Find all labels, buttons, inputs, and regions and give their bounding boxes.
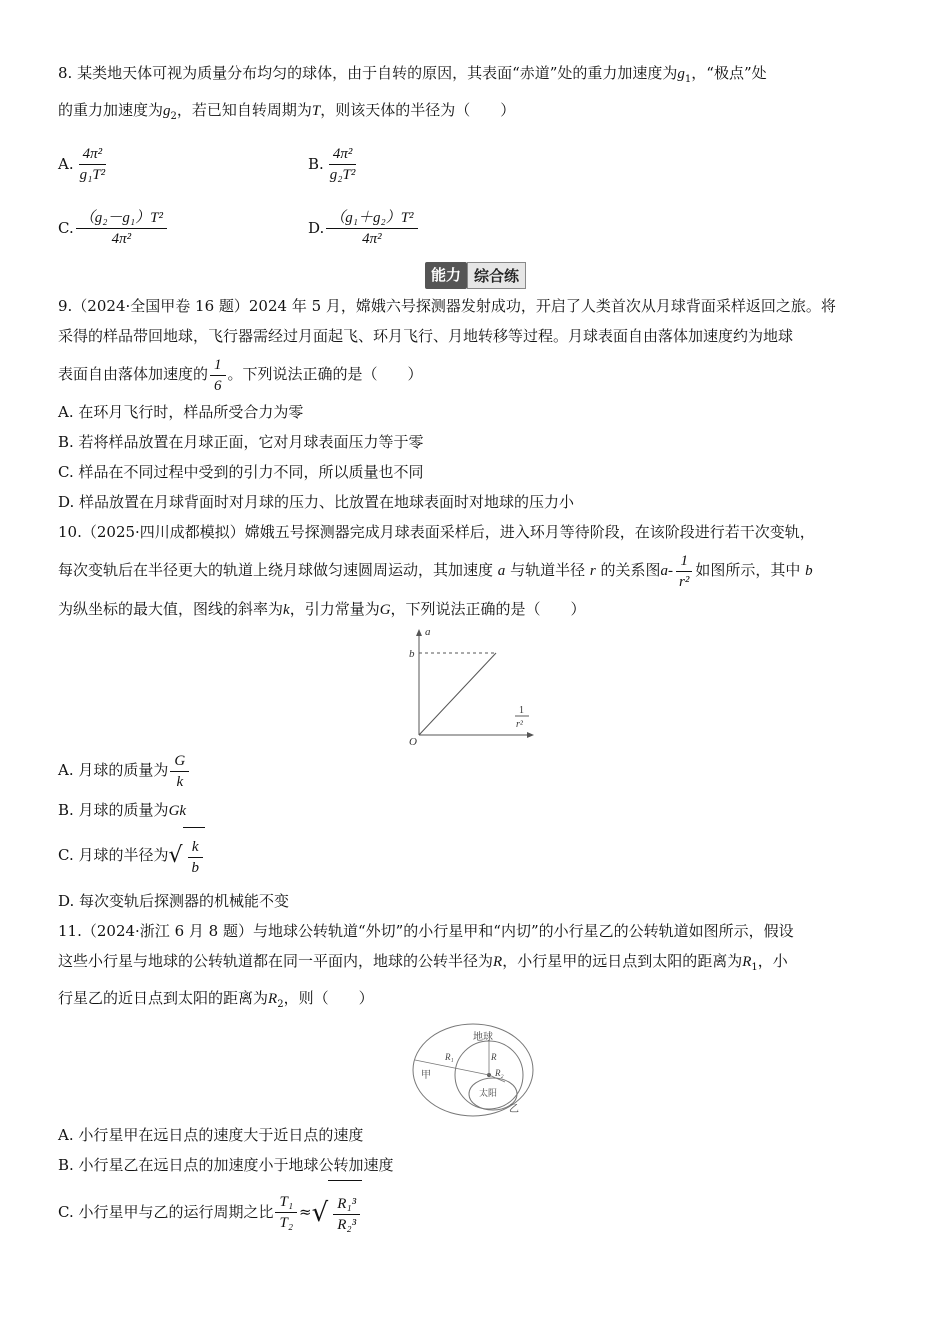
q8-c-fraction: $\frac{\text{（g₂－g₁）T²}}{\text{4π²}}$ xyxy=(76,208,167,249)
y-axis-arrow xyxy=(416,629,422,636)
q9-stem-line2: 采得的样品带回地球，飞行器需经过月面起飞、环月飞行、月地转移等过程。月球表面自由落体加速度约为地球 xyxy=(58,327,794,345)
q8-option-b[interactable]: B. $\frac{\text{4π²}}{\text{g₂T²}}$ xyxy=(308,144,558,185)
q8-d-fraction: $\frac{\text{（g₁＋g₂）T²}}{\text{4π²}}$ xyxy=(326,208,417,249)
q8-stem-line1: 8. 某类地天体可视为质量分布均匀的球体，由于自转的原因，其表面“赤道”处的重力加速度为$g_1$，“极点”处 xyxy=(58,64,767,85)
q10-stem-line2: 每次变轨后在半径更大的轨道上绕月球做匀速圆周运动，其加速度 a 与轨道半径 r 的关系图a- $\frac{1}{\text{r²}}$ 如图所示，其中 b xyxy=(58,552,813,590)
label-jia: 甲 xyxy=(420,1069,431,1081)
section-badge: 能力 综合练 xyxy=(58,262,893,289)
label-earth: 地球 xyxy=(472,1031,493,1043)
orbit-diagram xyxy=(411,1020,541,1120)
label-R2: R₂ xyxy=(494,1067,504,1078)
q11-stem-line3: 行星乙的近日点到太阳的距离为$R_2$，则（ ） xyxy=(58,988,374,1010)
q10-option-a[interactable]: A. 月球的质量为 $\frac{G}{k}$ xyxy=(58,745,893,795)
q10-option-b[interactable]: B. 月球的质量为Gk xyxy=(58,801,187,819)
axis-label-b: b xyxy=(408,648,414,660)
q11-stem-line2: 这些小行星与地球的公转轨道都在同一平面内，地球的公转半径为R，小行星甲的远日点到太阳的距离为$R_1$，小 xyxy=(58,951,788,973)
q8-option-c[interactable]: C. $\frac{\text{（g₂－g₁）T²}}{\text{4π²}}$ xyxy=(58,208,308,249)
q11-option-a[interactable]: A. 小行星甲在远日点的速度大于近日点的速度 xyxy=(58,1125,364,1144)
q10-stem-line1: 10.（2025·四川成都模拟）嫦娥五号探测器完成月球表面采样后，进入环月等待阶段，在该阶段进行若干次变轨， xyxy=(58,523,815,541)
x-label-num: 1 xyxy=(518,705,524,716)
origin-label: O xyxy=(408,736,417,745)
q11-option-c[interactable]: C. 小行星甲与乙的运行周期之比 $\frac{\text{T₁}}{\text{T₂}}$ ≈ √ $\frac{\text{R₁³}}{\text{R₂³}}$ xyxy=(58,1180,893,1246)
x-label-den: r² xyxy=(515,719,523,730)
question-11 xyxy=(58,916,893,1246)
q11-stem-line1: 11.（2024·浙江 6 月 8 题）与地球公转轨道“外切”的小行星甲和“内切”的小行星乙的公转轨道如图所示，假设 xyxy=(58,921,794,940)
q9-option-b[interactable]: B. 若将样品放置在月球正面，它对月球表面压力等于零 xyxy=(58,433,424,451)
q8-options-cd xyxy=(58,196,893,260)
question-10 xyxy=(58,517,893,916)
q10-stem-line3: 为纵坐标的最大值，图线的斜率为k，引力常量为G，下列说法正确的是（ ） xyxy=(58,600,586,618)
q10-graph xyxy=(401,625,551,745)
q9-option-d[interactable]: D. 样品放置在月球背面时对月球的压力、比放置在地球表面时对地球的压力小 xyxy=(58,493,575,511)
q8-b-fraction: $\frac{\text{4π²}}{\text{g₂T²}}$ xyxy=(329,145,356,183)
q10-option-d[interactable]: D. 每次变轨后探测器的机械能不变 xyxy=(58,891,290,910)
q8-stem-line2: 的重力加速度为$g_2$，若已知自转周期为T，则该天体的半径为（ ） xyxy=(58,101,516,122)
sqrt-sign: √ $\frac{k}{b}$ xyxy=(168,827,205,886)
question-9 xyxy=(58,291,893,517)
q9-stem-line1: 9.（2024·全国甲卷 16 题）2024 年 5 月，嫦娥六号探测器发射成功，开启了人类首次从月球背面采样返回之旅。将 xyxy=(58,297,836,315)
q10-figure xyxy=(58,625,893,745)
q9-fraction: $\frac{1}{6}$ xyxy=(210,355,226,396)
q11-option-b[interactable]: B. 小行星乙在远日点的加速度小于地球公转加速度 xyxy=(58,1155,394,1174)
label-R1: R₁ xyxy=(444,1051,454,1062)
q8-options-ab xyxy=(58,132,893,196)
q9-option-a[interactable]: A. 在环月飞行时，样品所受合力为零 xyxy=(58,403,304,421)
label-R: R xyxy=(490,1051,496,1062)
q8-option-d[interactable]: D. $\frac{\text{（g₁＋g₂）T²}}{\text{4π²}}$ xyxy=(308,208,558,249)
q8-a-fraction: $\frac{\text{4π²}}{\text{g₁T²}}$ xyxy=(79,145,106,183)
q9-stem-line3: 表面自由落体加速度的 $\frac{1}{6}$ 。下列说法正确的是（ ） xyxy=(58,356,423,394)
q10-option-c[interactable]: C. 月球的半径为 √ $\frac{k}{b}$ xyxy=(58,826,893,886)
axis-label-a: a xyxy=(424,626,430,638)
q10-graph-fraction: $\frac{1}{\text{r²}}$ xyxy=(675,551,693,592)
question-8 xyxy=(58,58,893,260)
graph-line xyxy=(419,653,496,735)
sqrt-sign: √ $\frac{\text{R₁³}}{\text{R₂³}}$ xyxy=(312,1180,362,1245)
label-yi: 乙 xyxy=(508,1103,519,1115)
q11-figure xyxy=(58,1020,893,1120)
x-axis-arrow xyxy=(527,732,534,738)
q9-option-c[interactable]: C. 样品在不同过程中受到的引力不同，所以质量也不同 xyxy=(58,463,424,481)
label-sun: 太阳 xyxy=(478,1088,497,1099)
q8-option-a[interactable]: A. $\frac{\text{4π²}}{\text{g₁T²}}$ xyxy=(58,144,308,185)
page xyxy=(58,58,893,1245)
